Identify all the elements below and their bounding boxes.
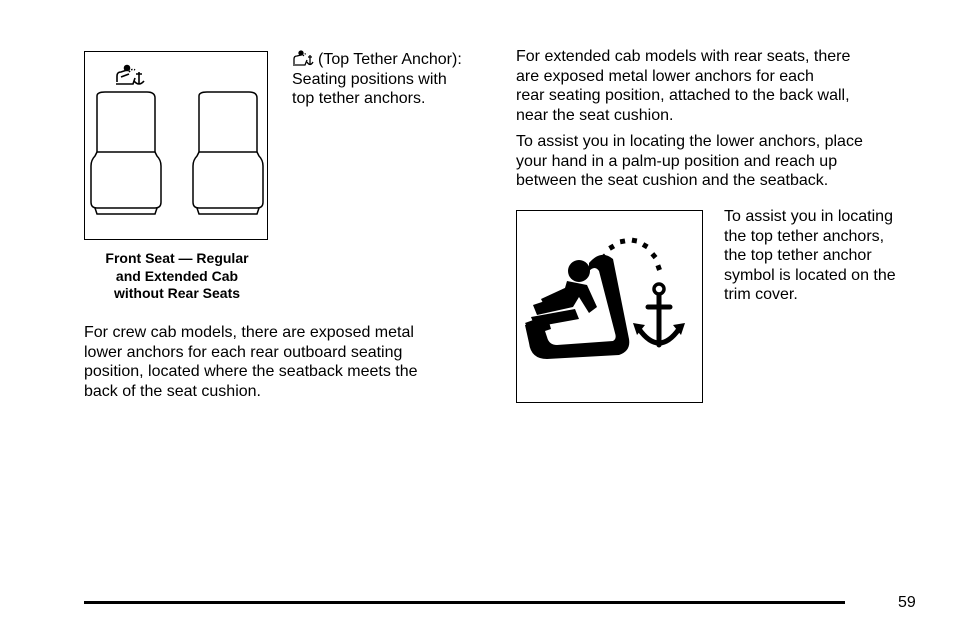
front-seat-figure xyxy=(84,51,268,240)
paragraph-line: symbol is located on the xyxy=(724,266,896,284)
assist-lower-paragraph xyxy=(516,132,936,191)
tether-line: top tether anchors. xyxy=(292,90,426,107)
top-tether-anchor-icon xyxy=(116,66,144,85)
paragraph-line: For crew cab models, there are exposed metal xyxy=(84,324,414,341)
paragraph-line: To assist you in locating xyxy=(724,208,893,225)
top-tether-anchor-icon xyxy=(292,50,314,66)
crew-cab-paragraph xyxy=(84,323,484,401)
right-seat xyxy=(193,92,263,214)
paragraph-line: For extended cab models with rear seats, there xyxy=(516,48,851,65)
tether-label: (Top Tether Anchor): xyxy=(318,51,462,68)
paragraph-line: the top tether anchors, xyxy=(724,227,885,245)
assist-top-paragraph xyxy=(724,207,939,305)
front-seats-illustration xyxy=(85,52,266,238)
paragraph-line: trim cover. xyxy=(724,286,798,303)
paragraph-line: rear seating position, attached to the back wall, xyxy=(516,87,850,104)
caption-line: without Rear Seats xyxy=(113,285,241,301)
footer-rule xyxy=(84,601,845,604)
figure-caption xyxy=(84,250,270,303)
paragraph-line: To assist you in locating the lower anchors, place xyxy=(516,133,863,150)
tether-description xyxy=(292,50,502,109)
caption-line: Front Seat — Regular xyxy=(105,250,249,266)
page-number: 59 xyxy=(898,594,916,611)
paragraph-line: lower anchors for each rear outboard seating xyxy=(84,343,403,361)
caption-line: and Extended Cab xyxy=(115,267,239,284)
paragraph-line: position, located where the seatback meets the xyxy=(84,363,418,380)
paragraph-line: your hand in a palm-up position and reach up xyxy=(516,152,838,170)
paragraph-line: between the seat cushion and the seatback. xyxy=(516,172,829,189)
tether-line: Seating positions with xyxy=(292,70,447,88)
paragraph-line: are exposed metal lower anchors for each xyxy=(516,67,814,85)
paragraph-line: near the seat cushion. xyxy=(516,106,674,124)
top-tether-anchor-symbol-icon xyxy=(517,211,701,401)
paragraph-line: the top tether anchor xyxy=(724,247,872,264)
left-seat xyxy=(91,92,161,214)
anchor-symbol-figure xyxy=(516,210,703,403)
extended-cab-paragraph xyxy=(516,47,936,125)
paragraph-line: back of the seat cushion. xyxy=(84,382,261,400)
